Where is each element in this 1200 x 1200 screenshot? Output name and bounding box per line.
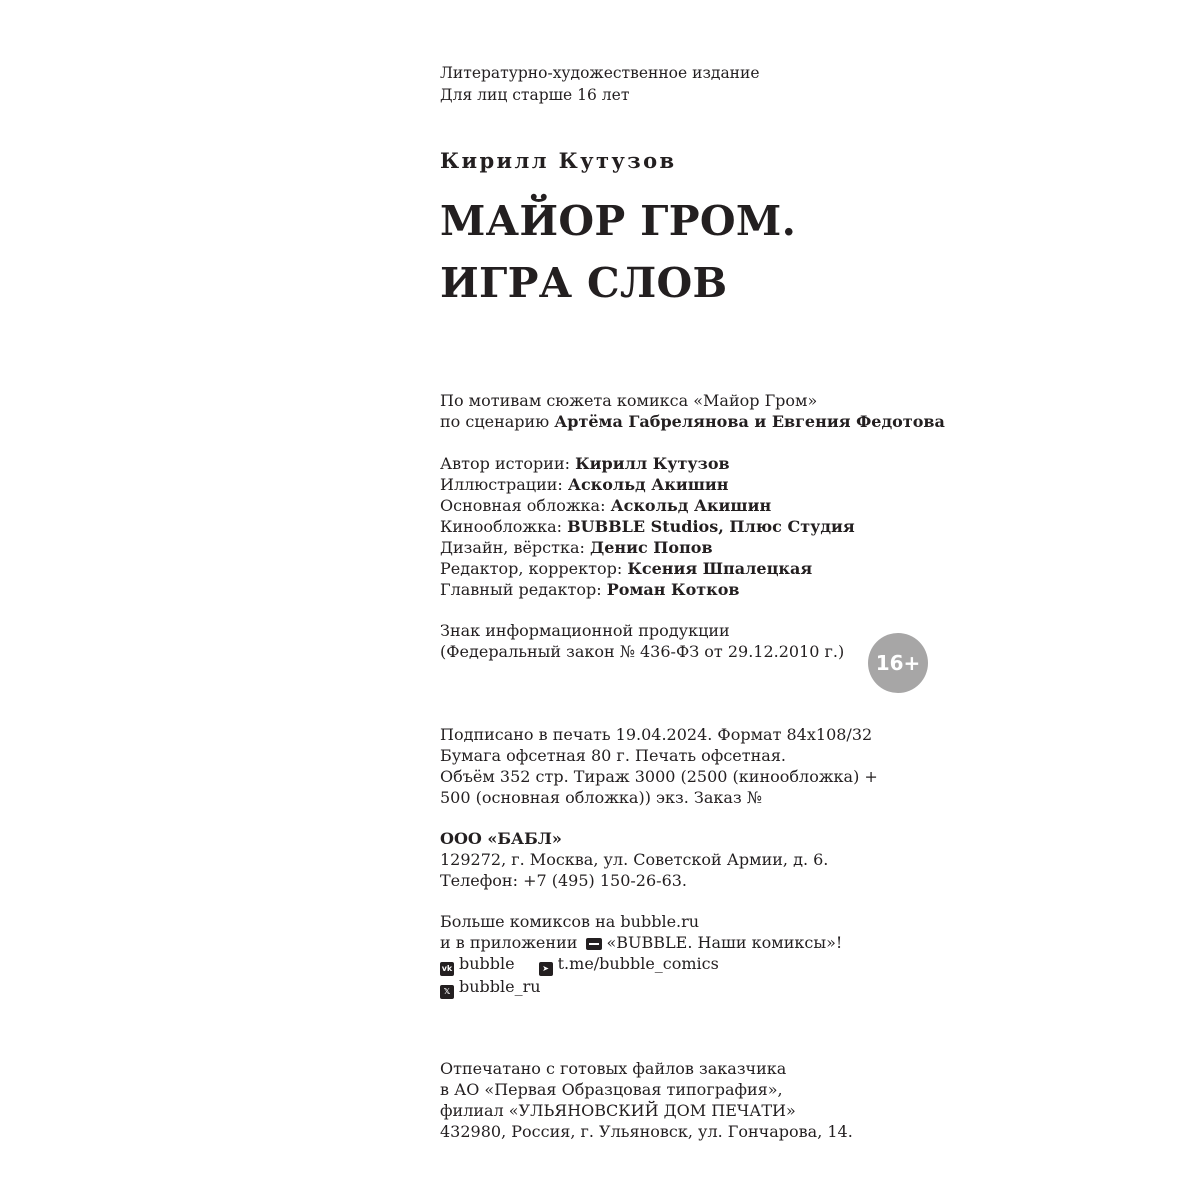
publisher-info [440,828,1000,891]
social-row-2 [440,976,1000,999]
info-sign-line-1: Знак информационной продукции [440,621,730,640]
website-line: Больше комиксов на bubble.ru [440,912,700,931]
based-on-line-1: По мотивам сюжета комикса «Майор Гром» [440,391,818,410]
credits-list [440,453,1000,600]
scenario-authors: Артёма Габрелянова и Евгения Федотова [554,412,945,431]
publisher-phone: Телефон: +7 (495) 150-26-63. [440,871,688,890]
print-info-line: Объём 352 стр. Тираж 3000 (2500 (кинообложка) + [440,767,878,786]
credit-name: Кирилл Кутузов [575,454,730,473]
telegram-label: t.me/bubble_comics [557,954,719,973]
app-prefix: и в приложении [440,933,583,952]
credit-role: Автор истории: [440,454,576,473]
genre-label: Литературно-художественное издание [440,64,760,82]
social-row-1 [440,953,1000,976]
credit-illustrations [440,474,1000,495]
credit-role: Редактор, корректор: [440,559,628,578]
vk-icon: vk [440,962,454,976]
credit-role: Дизайн, вёрстка: [440,538,590,557]
print-info-line: Бумага офсетная 80 г. Печать офсетная. [440,746,786,765]
app-line [440,932,1000,953]
print-info-line: 500 (основная обложка)) экз. Заказ № [440,788,762,807]
credit-name: Аскольд Акишин [610,496,772,515]
publisher-address: 129272, г. Москва, ул. Советской Армии, д. 6. [440,850,829,869]
book-title [440,190,1000,314]
print-info [440,724,1000,808]
based-on-prefix: по сценарию [440,412,555,431]
printer-info [440,1058,1000,1142]
credit-role: Кинообложка: [440,517,568,536]
imprint-page [440,0,1000,1200]
based-on [440,390,1000,432]
bubble-app-icon [586,938,602,950]
app-name: «BUBBLE. Наши комиксы»! [606,933,843,952]
credit-role: Иллюстрации: [440,475,568,494]
credit-name: Аскольд Акишин [567,475,729,494]
info-sign-line-2: (Федеральный закон № 436-ФЗ от 29.12.2010 г.) [440,642,845,661]
based-on-line-2 [440,411,1000,432]
credit-name: BUBBLE Studios, Плюс Студия [567,517,855,536]
credit-movie-cover [440,516,1000,537]
edition-meta [440,62,1000,106]
vk-label: bubble [459,954,515,973]
telegram-icon: ➤ [539,962,553,976]
printer-line: филиал «УЛЬЯНОВСКИЙ ДОМ ПЕЧАТИ» [440,1101,796,1120]
social-links [440,911,1000,999]
age-rating-badge: 16+ [868,633,928,693]
credit-editor-proofreader [440,558,1000,579]
credit-name: Ксения Шпалецкая [627,559,813,578]
printer-line: Отпечатано с готовых файлов заказчика [440,1059,787,1078]
credit-name: Денис Попов [589,538,713,557]
publisher-name: ООО «БАБЛ» [440,829,562,848]
print-info-line: Подписано в печать 19.04.2024. Формат 84x108/32 [440,725,873,744]
book-author: Кирилл Кутузов [440,148,677,173]
x-label: bubble_ru [459,977,541,996]
printer-line: 432980, Россия, г. Ульяновск, ул. Гончарова, 14. [440,1122,853,1141]
credit-story-author [440,453,1000,474]
credit-chief-editor [440,579,1000,600]
title-line-2: ИГРА СЛОВ [440,259,728,307]
credit-name: Роман Котков [606,580,740,599]
credit-role: Основная обложка: [440,496,611,515]
credit-main-cover [440,495,1000,516]
age-note: Для лиц старше 16 лет [440,86,630,104]
credit-design-layout [440,537,1000,558]
credit-role: Главный редактор: [440,580,607,599]
x-icon: 𝕏 [440,985,454,999]
title-line-1: МАЙОР ГРОМ. [440,197,797,245]
printer-line: в АО «Первая Образцовая типография», [440,1080,783,1099]
